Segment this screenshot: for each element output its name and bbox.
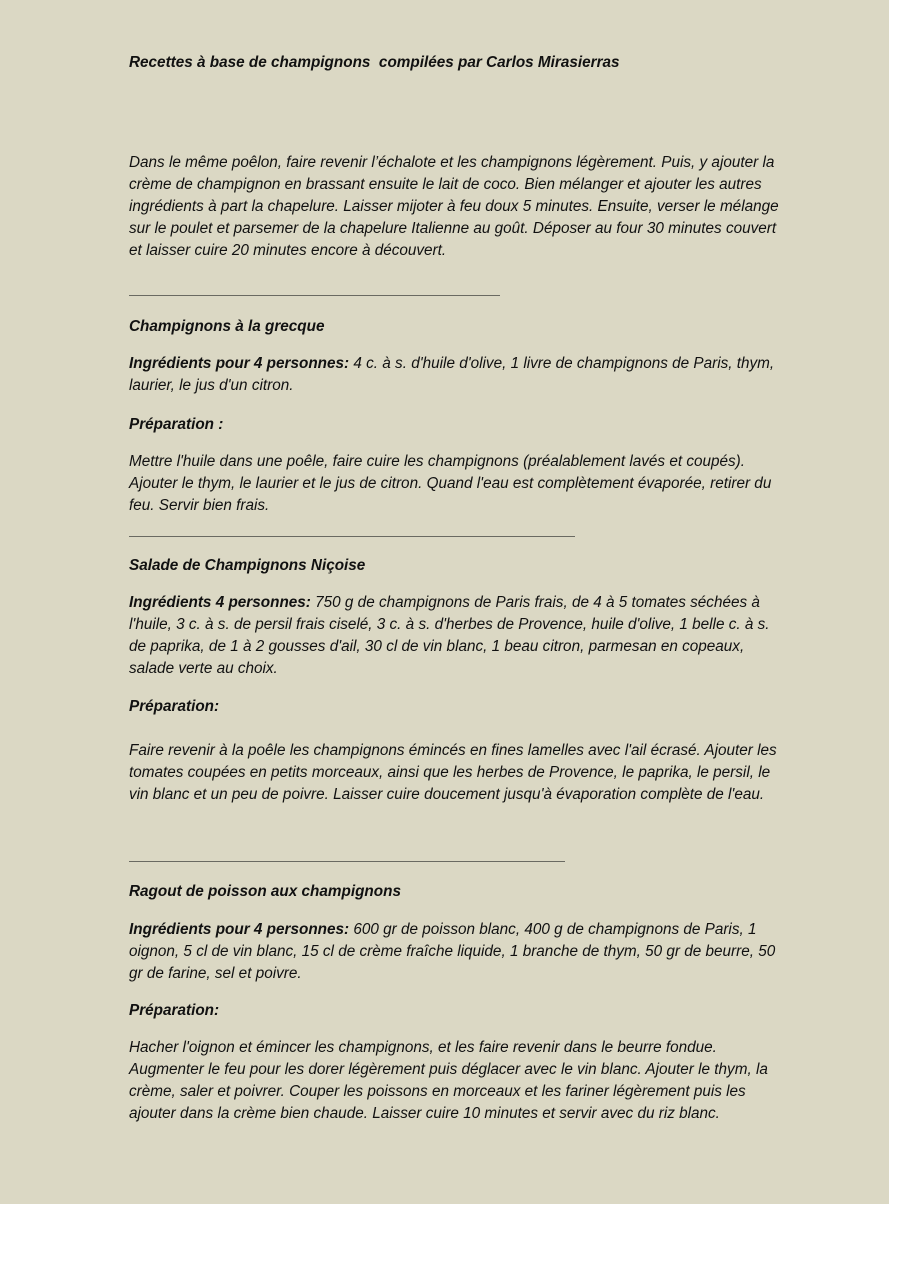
ingredients-text: 750 g de champignons de Paris frais, de 4 à 5 tomates séchées à l'huile, 3 c. à s. de persil frais ciselé, 3 c. à s. d'herbes de Provence, huile d'olive, 1 belle c. à s. de paprika, de 1 à 2 gousses d'ail, 30 cl de vin blanc, 1 beau citron, parmesan en copeaux, salade verte au choix.: [129, 594, 770, 677]
ingredients-label: Ingrédients pour 4 personnes:: [129, 921, 350, 938]
recipe-ingredients: [129, 353, 789, 397]
intro-paragraph: Dans le même poêlon, faire revenir l’échalote et les champignons légèrement. Puis, y ajouter la crème de champignon en brassant ensuite le lait de coco. Bien mélanger et ajouter les autres ingrédients à part la chapelure. Laisser mijoter à feu doux 5 minutes. Ensuite, verser le mélange sur le poulet et parsemer de la chapelure Italienne au goût. Déposer au four 30 minutes couvert et laisser cuire 20 minutes encore à découvert.: [129, 154, 779, 259]
preparation-text: Hacher l'oignon et émincer les champignons, et les faire revenir dans le beurre fondue. Augmenter le feu pour les dorer légèrement puis déglacer avec le vin blanc. Ajouter le thym, la crème, saler et poivrer. Couper les poissons en morceaux et les fariner légèrement puis les ajouter dans la crème bien chaude. Laisser cuire 10 minutes et servir avec du riz blanc.: [129, 1039, 768, 1122]
preparation-text: Mettre l'huile dans une poêle, faire cuire les champignons (préalablement lavés et coupés). Ajouter le thym, le laurier et le jus de citron. Quand l'eau est complètement évaporée, retirer du feu. Servir bien frais.: [129, 453, 772, 514]
ingredients-text: 4 c. à s. d'huile d'olive, 1 livre de champignons de Paris, thym, laurier, le jus d'un citron.: [129, 355, 775, 394]
recipe-title: Champignons à la grecque: [129, 318, 325, 335]
ingredients-text: 600 gr de poisson blanc, 400 g de champignons de Paris, 1 oignon, 5 cl de vin blanc, 15 cl de crème fraîche liquide, 1 branche de thym, 50 gr de beurre, 50 gr de farine, sel et poivre.: [129, 921, 776, 982]
ingredients-label: Ingrédients 4 personnes:: [129, 594, 311, 611]
section-divider: [129, 536, 575, 537]
recipe-ingredients: [129, 592, 789, 680]
recipe-ingredients: [129, 919, 789, 985]
section-divider: [129, 861, 565, 862]
preparation-label: Préparation :: [129, 416, 224, 433]
document-title: Recettes à base de champignons compilées par Carlos Mirasierras: [129, 54, 620, 71]
ingredients-label: Ingrédients pour 4 personnes:: [129, 355, 350, 372]
preparation-text: Faire revenir à la poêle les champignons émincés en fines lamelles avec l'ail écrasé. Ajouter les tomates coupées en petits morceaux, ainsi que les herbes de Provence, le paprika, le persil, le vin blanc et un peu de poivre. Laisser cuire doucement jusqu'à évaporation complète de l'eau.: [129, 742, 777, 803]
preparation-label: Préparation:: [129, 1002, 220, 1019]
preparation-label: Préparation:: [129, 698, 220, 715]
recipe-title: Salade de Champignons Niçoise: [129, 557, 366, 574]
section-divider: [129, 295, 500, 296]
recipe-title: Ragout de poisson aux champignons: [129, 883, 401, 900]
